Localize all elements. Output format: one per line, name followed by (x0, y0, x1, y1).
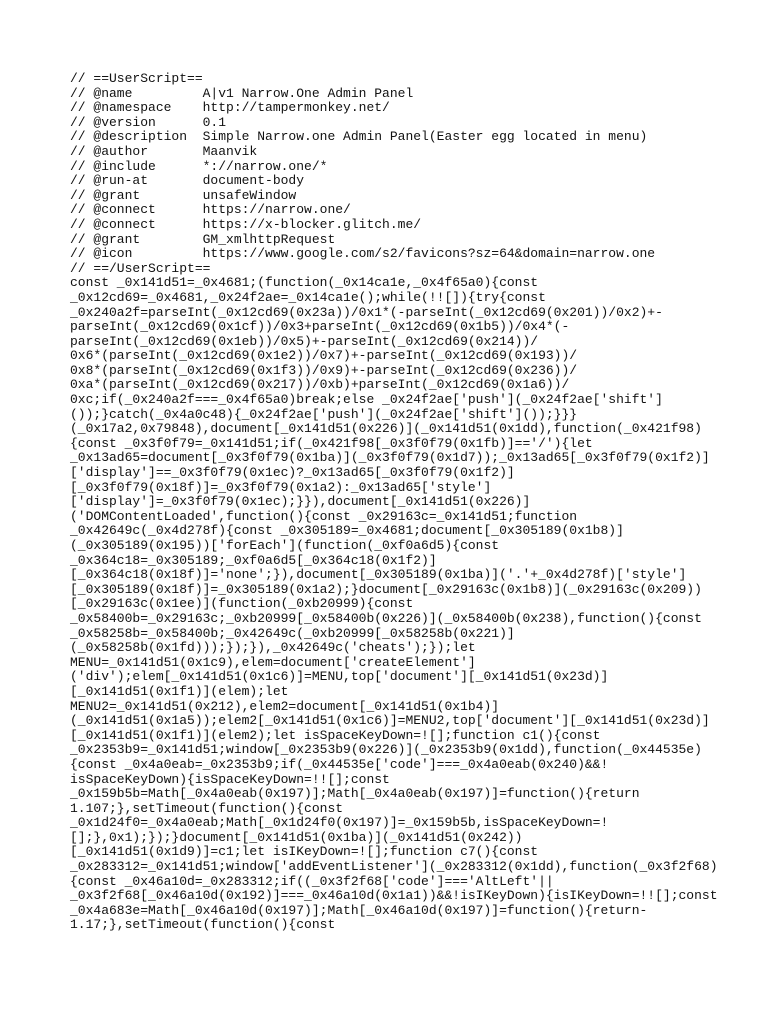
code-line: ['display']==_0x3f0f79(0x1ec)?_0x13ad65[_0x3f0f79(0x1f2)] (70, 465, 515, 481)
code-line: _0x13ad65=document[_0x3f0f79(0x1ba)](_0x3f0f79(0x1d7));_0x13ad65[_0x3f0f79(0x1f2)] (70, 450, 710, 466)
code-line: 0xc;if(_0x240a2f===_0x4f65a0)break;else _0x24f2ae['push'](_0x24f2ae['shift'] (70, 392, 663, 408)
code-line: // @namespace http://tampermonkey.net/ (70, 100, 390, 116)
code-line: [_0x3f0f79(0x18f)]=_0x3f0f79(0x1a2):_0x13ad65['style'] (70, 479, 492, 495)
code-line: [_0x364c18(0x18f)]='none';}),document[_0x305189(0x1ba)]('.'+_0x4d278f)['style'] (70, 567, 687, 583)
code-line: // ==/UserScript== (70, 260, 211, 276)
code-line: parseInt(_0x12cd69(0x1eb))/0x5)+-parseInt(_0x12cd69(0x214))/ (70, 333, 539, 349)
code-line: const _0x141d51=_0x4681;(function(_0x14ca1e,_0x4f65a0){const (70, 275, 539, 291)
code-line: // @connect https://narrow.one/ (70, 202, 351, 218)
code-line: // @icon https://www.google.com/s2/favicons?sz=64&domain=narrow.one (70, 246, 656, 262)
code-line: // @version 0.1 (70, 114, 227, 130)
code-line: (_0x305189(0x195))['forEach'](function(_0xf0a6d5){const (70, 538, 500, 553)
code-line: [_0x305189(0x18f)]=_0x305189(0x1a2);}document[_0x29163c(0x1b8)](_0x29163c(0x209)) (70, 581, 702, 597)
code-line: // @connect https://x-blocker.glitch.me/ (70, 216, 422, 232)
code-line: 0x8*(parseInt(_0x12cd69(0x1f3))/0x9)+-parseInt(_0x12cd69(0x236))/ (70, 362, 578, 378)
code-line: // @grant GM_xmlhttpRequest (70, 231, 336, 247)
code-line: ('div');elem[_0x141d51(0x1c6)]=MENU,top['document'][_0x141d51(0x23d)] (70, 669, 609, 685)
code-line: ['display']=_0x3f0f79(0x1ec);}}),document[_0x141d51(0x226)] (70, 494, 531, 510)
code-line: // @include *://narrow.one/* (70, 158, 328, 174)
code-line: 1.107;},setTimeout(function(){const (70, 800, 344, 816)
code-line: 1.17;},setTimeout(function(){const (70, 917, 336, 933)
code-line: _0x58258b=_0x58400b;_0x42649c(_0xb20999[_0x58258b(0x221)] (70, 625, 515, 641)
code-line: _0x42649c(_0x4d278f){const _0x305189=_0x4681;document[_0x305189(0x1b8)] (70, 523, 624, 539)
code-line: (_0x17a2,0x79848),document[_0x141d51(0x226)](_0x141d51(0x1dd),function(_0x421f98) (70, 421, 702, 437)
code-line: _0x12cd69=_0x4681,_0x24f2ae=_0x14ca1e();while(!![]){try{const (70, 289, 546, 305)
code-line: // @name A|v1 Narrow.One Admin Panel (70, 85, 414, 101)
code-line: 0x6*(parseInt(_0x12cd69(0x1e2))/0x7)+-parseInt(_0x12cd69(0x193))/ (70, 348, 578, 364)
code-line: [_0x29163c(0x1ee)](function(_0xb20999){const (70, 596, 414, 612)
code-line: [];},0x1);});}document[_0x141d51(0x1ba)](_0x141d51(0x242)) (70, 829, 523, 845)
code-line: {const _0x4a0eab=_0x2353b9;if(_0x44535e['code']===_0x4a0eab(0x240)&&! (70, 756, 609, 772)
code-line: _0x4a683e=Math[_0x46a10d(0x197)];Math[_0x46a10d(0x197)]=function(){return- (70, 902, 648, 918)
code-line: _0x159b5b=Math[_0x4a0eab(0x197)];Math[_0x4a0eab(0x197)]=function(){return (70, 786, 640, 802)
code-line: _0x364c18=_0x305189;_0xf0a6d5[_0x364c18(0x1f2)] (70, 552, 437, 568)
code-line: _0x1d24f0=_0x4a0eab;Math[_0x1d24f0(0x197)]=_0x159b5b,isSpaceKeyDown=! (70, 815, 609, 831)
code-line: isSpaceKeyDown){isSpaceKeyDown=!![];const (70, 771, 390, 787)
code-line: {const _0x46a10d=_0x283312;if((_0x3f2f68['code']==='AltLeft'|| (70, 873, 554, 889)
code-line: (_0x58258b(0x1fd)));});}),_0x42649c('cheats');});let (70, 640, 476, 656)
code-line: (_0x141d51(0x1a5));elem2[_0x141d51(0x1c6)]=MENU2,top['document'][_0x141d51(0x23d)] (70, 713, 710, 729)
code-line: [_0x141d51(0x1f1)](elem2);let isSpaceKeyDown=![];function c1(){const (70, 727, 601, 743)
code-line: // @author Maanvik (70, 143, 258, 159)
code-line: _0x58400b=_0x29163c;_0xb20999[_0x58400b(0x226)](_0x58400b(0x238),function(){const (70, 610, 702, 626)
code-line: // @run-at document-body (70, 173, 305, 189)
code-line: _0x240a2f=parseInt(_0x12cd69(0x23a))/0x1*(-parseInt(_0x12cd69(0x201))/0x2)+- (70, 304, 663, 320)
code-line: // ==UserScript== (70, 71, 203, 86)
code-line: MENU2=_0x141d51(0x212),elem2=document[_0x141d51(0x1b4)] (70, 698, 500, 714)
code-line: parseInt(_0x12cd69(0x1cf))/0x3+parseInt(_0x12cd69(0x1b5))/0x4*(- (70, 319, 570, 335)
code-line: [_0x141d51(0x1f1)](elem);let (70, 683, 289, 699)
code-listing (70, 72, 740, 933)
code-line: // @description Simple Narrow.one Admin Panel(Easter egg located in menu) (70, 129, 648, 145)
document-page (70, 72, 740, 933)
code-line: 0xa*(parseInt(_0x12cd69(0x217))/0xb)+parseInt(_0x12cd69(0x1a6))/ (70, 377, 570, 393)
code-line: // @grant unsafeWindow (70, 187, 297, 203)
code-line: ());}catch(_0x4a0c48){_0x24f2ae['push'](_0x24f2ae['shift']());}}} (70, 406, 578, 422)
code-line: _0x2353b9=_0x141d51;window[_0x2353b9(0x226)](_0x2353b9(0x1dd),function(_0x44535e) (70, 742, 702, 758)
code-line: ('DOMContentLoaded',function(){const _0x29163c=_0x141d51;function (70, 508, 578, 524)
code-line: [_0x141d51(0x1d9)]=c1;let isIKeyDown=![];function c7(){const (70, 844, 539, 860)
code-line: _0x3f2f68[_0x46a10d(0x192)]===_0x46a10d(0x1a1))&&!isIKeyDown){isIKeyDown=!![];const (70, 888, 718, 904)
code-line: _0x283312=_0x141d51;window['addEventListener'](_0x283312(0x1dd),function(_0x3f2f68) (70, 859, 718, 875)
code-line: {const _0x3f0f79=_0x141d51;if(_0x421f98[_0x3f0f79(0x1fb)]=='/'){let (70, 435, 593, 451)
code-line: MENU=_0x141d51(0x1c9),elem=document['createElement'] (70, 654, 476, 670)
